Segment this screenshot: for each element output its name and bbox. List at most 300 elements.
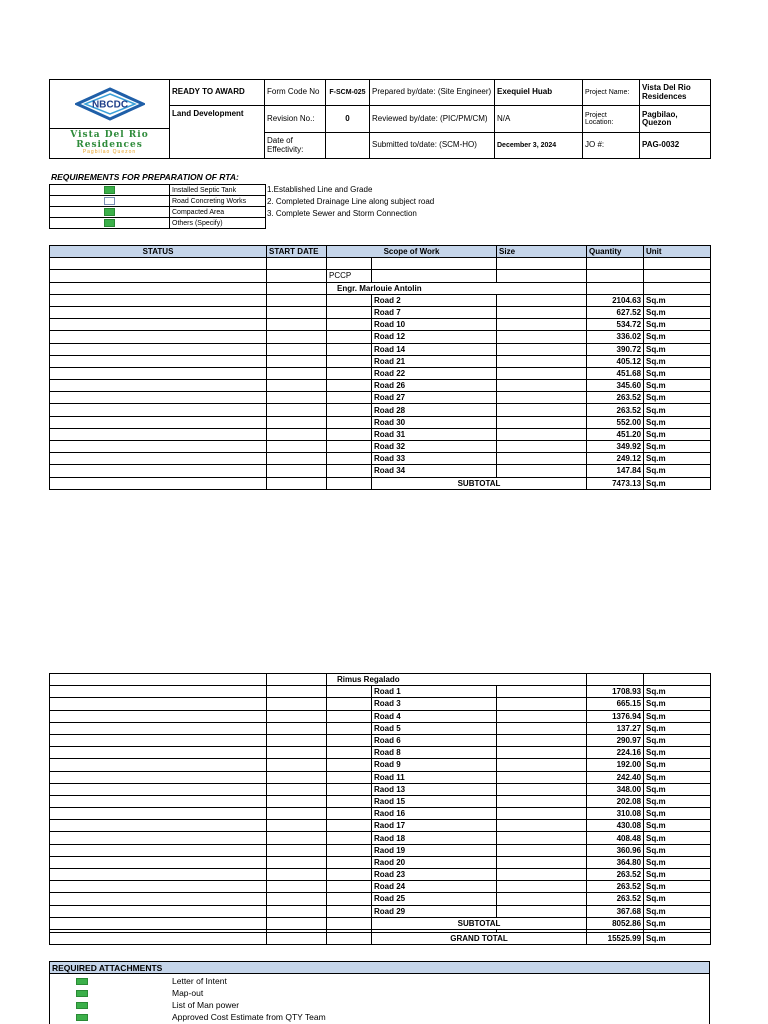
table-row — [50, 698, 711, 710]
blank-cell — [327, 771, 372, 783]
unit-value: Sq.m — [644, 734, 711, 746]
size-cell — [497, 319, 587, 331]
status-cell — [50, 710, 267, 722]
road-name: Raod 15 — [372, 795, 497, 807]
table-row — [50, 869, 711, 881]
size-cell — [497, 893, 587, 905]
reviewed-value: N/A — [495, 106, 583, 133]
quantity-value: 263.52 — [587, 404, 644, 416]
road-name: Raod 18 — [372, 832, 497, 844]
road-name: Road 12 — [372, 331, 497, 343]
unit-value: Sq.m — [644, 869, 711, 881]
attachment-label: Approved Cost Estimate from QTY Team — [172, 1012, 326, 1022]
quantity-value: 137.27 — [587, 722, 644, 734]
attachments-list — [49, 974, 710, 1024]
unit-value: Sq.m — [644, 343, 711, 355]
status-cell — [50, 331, 267, 343]
road-name: Road 30 — [372, 416, 497, 428]
checkbox-checked-icon[interactable] — [76, 990, 88, 997]
road-name: Road 11 — [372, 771, 497, 783]
unit-value: Sq.m — [644, 856, 711, 868]
start-date-cell — [267, 428, 327, 440]
subtotal-unit: Sq.m — [644, 917, 711, 929]
category-text: Land Development — [170, 106, 265, 159]
quantity-value: 249.12 — [587, 453, 644, 465]
requirement-notes — [267, 184, 434, 220]
blank-cell — [327, 294, 372, 306]
size-cell — [497, 795, 587, 807]
requirement-label: Compacted Area — [170, 207, 266, 218]
unit-value: Sq.m — [644, 465, 711, 477]
blank-cell — [327, 453, 372, 465]
table-row — [50, 686, 711, 698]
size-cell — [497, 844, 587, 856]
work-type: PCCP — [327, 270, 372, 282]
size-cell — [497, 294, 587, 306]
status-cell — [50, 355, 267, 367]
start-date-cell — [267, 844, 327, 856]
status-cell — [50, 698, 267, 710]
status-cell — [50, 771, 267, 783]
scope-table-2 — [49, 673, 711, 945]
subtotal-label: SUBTOTAL — [372, 917, 587, 929]
status-cell — [50, 441, 267, 453]
grand-total-value: 15525.99 — [587, 932, 644, 944]
blank-cell — [327, 893, 372, 905]
submitted-value: December 3, 2024 — [495, 133, 583, 159]
checkbox-checked-icon[interactable] — [104, 219, 115, 227]
size-cell — [497, 465, 587, 477]
table-row — [50, 747, 711, 759]
size-cell — [497, 367, 587, 379]
table-row — [50, 294, 711, 306]
table-row — [50, 832, 711, 844]
start-date-cell — [267, 306, 327, 318]
quantity-value: 263.52 — [587, 392, 644, 404]
revision-label: Revision No.: — [265, 106, 326, 133]
road-name: Road 27 — [372, 392, 497, 404]
blank-cell — [327, 759, 372, 771]
size-cell — [497, 856, 587, 868]
road-name: Road 10 — [372, 319, 497, 331]
status-cell — [50, 294, 267, 306]
blank-cell — [327, 832, 372, 844]
attachment-label: List of Man power — [172, 1000, 240, 1010]
status-cell — [50, 367, 267, 379]
unit-value: Sq.m — [644, 820, 711, 832]
logo-line-1: Vista Del Rio — [70, 130, 149, 141]
table-row — [50, 820, 711, 832]
status-cell — [50, 306, 267, 318]
start-date-cell — [267, 465, 327, 477]
attachment-item — [76, 976, 227, 986]
table-row — [50, 258, 711, 270]
form-code-label: Form Code No — [265, 80, 326, 106]
checkbox-checked-icon[interactable] — [76, 1002, 88, 1009]
table-row — [50, 795, 711, 807]
size-cell — [497, 355, 587, 367]
submitted-label: Submitted to/date: (SCM-HO) — [370, 133, 495, 159]
blank-cell — [327, 319, 372, 331]
unit-value: Sq.m — [644, 905, 711, 917]
table-row — [50, 306, 711, 318]
blank-cell — [327, 392, 372, 404]
start-date-cell — [267, 783, 327, 795]
blank-cell — [327, 416, 372, 428]
road-name: Road 29 — [372, 905, 497, 917]
status-cell — [50, 759, 267, 771]
unit-value: Sq.m — [644, 710, 711, 722]
road-name: Raod 19 — [372, 844, 497, 856]
status-cell — [50, 893, 267, 905]
col-start-date: START DATE — [267, 246, 327, 258]
logo-line-2: Residences — [76, 139, 143, 150]
form-code-value: F-SCM-025 — [326, 80, 370, 106]
size-cell — [497, 869, 587, 881]
status-cell — [50, 747, 267, 759]
checkbox-checked-icon[interactable] — [76, 1014, 88, 1021]
start-date-cell — [267, 686, 327, 698]
table-row — [50, 808, 711, 820]
start-date-cell — [267, 343, 327, 355]
blank-cell — [327, 465, 372, 477]
effectivity-value — [326, 133, 370, 159]
unit-value: Sq.m — [644, 416, 711, 428]
status-cell — [50, 686, 267, 698]
size-cell — [497, 416, 587, 428]
project-name-value: Vista Del Rio Residences — [640, 80, 711, 106]
road-name: Road 3 — [372, 698, 497, 710]
unit-value: Sq.m — [644, 698, 711, 710]
table-row — [50, 380, 711, 392]
blank-cell — [327, 355, 372, 367]
blank-cell — [327, 844, 372, 856]
start-date-cell — [267, 294, 327, 306]
logo-cell — [50, 80, 170, 159]
start-date-cell — [267, 881, 327, 893]
size-cell — [497, 808, 587, 820]
road-name: Road 24 — [372, 881, 497, 893]
quantity-value: 147.84 — [587, 465, 644, 477]
status-cell — [50, 869, 267, 881]
start-date-cell — [267, 380, 327, 392]
road-name: Road 32 — [372, 441, 497, 453]
quantity-value: 345.60 — [587, 380, 644, 392]
subtotal-label: SUBTOTAL — [372, 477, 587, 489]
blank-cell — [327, 820, 372, 832]
start-date-cell — [267, 453, 327, 465]
table-row — [50, 453, 711, 465]
unit-value: Sq.m — [644, 747, 711, 759]
jo-label: JO #: — [583, 133, 640, 159]
quantity-value: 360.96 — [587, 844, 644, 856]
attachment-label: Letter of Intent — [172, 976, 227, 986]
quantity-value: 349.92 — [587, 441, 644, 453]
start-date-cell — [267, 734, 327, 746]
blank-cell — [327, 905, 372, 917]
start-date-cell — [267, 759, 327, 771]
unit-value: Sq.m — [644, 808, 711, 820]
start-date-cell — [267, 392, 327, 404]
blank-cell — [327, 808, 372, 820]
size-cell — [497, 832, 587, 844]
table-row — [50, 282, 711, 294]
unit-value: Sq.m — [644, 453, 711, 465]
size-cell — [497, 392, 587, 404]
project-name-label: Project Name: — [583, 80, 640, 106]
size-cell — [497, 306, 587, 318]
grand-total-unit: Sq.m — [644, 932, 711, 944]
unit-value: Sq.m — [644, 795, 711, 807]
road-name: Road 34 — [372, 465, 497, 477]
blank-cell — [327, 441, 372, 453]
start-date-cell — [267, 441, 327, 453]
size-cell — [497, 441, 587, 453]
start-date-cell — [267, 710, 327, 722]
requirement-row — [50, 196, 266, 207]
start-date-cell — [267, 832, 327, 844]
table-row — [50, 905, 711, 917]
unit-value: Sq.m — [644, 893, 711, 905]
road-name: Raod 20 — [372, 856, 497, 868]
blank-cell — [327, 869, 372, 881]
start-date-cell — [267, 747, 327, 759]
size-cell — [497, 783, 587, 795]
road-name: Road 25 — [372, 893, 497, 905]
unit-value: Sq.m — [644, 759, 711, 771]
unit-value: Sq.m — [644, 783, 711, 795]
col-unit: Unit — [644, 246, 711, 258]
table-row — [50, 844, 711, 856]
status-cell — [50, 795, 267, 807]
road-name: Road 14 — [372, 343, 497, 355]
attachment-item — [76, 1000, 239, 1010]
note-item: 2. Completed Drainage Line along subject road — [267, 197, 435, 206]
status-cell — [50, 808, 267, 820]
requirements-title: REQUIREMENTS FOR PREPARATION OF RTA: — [51, 172, 239, 182]
start-date-cell — [267, 856, 327, 868]
quantity-value: 192.00 — [587, 759, 644, 771]
requirement-label: Installed Septic Tank — [170, 185, 266, 196]
revision-value: 0 — [326, 106, 370, 133]
table-row — [50, 881, 711, 893]
project-location-value: Pagbilao, Quezon — [640, 106, 711, 133]
status-cell — [50, 404, 267, 416]
road-name: Road 33 — [372, 453, 497, 465]
requirement-label: Others (Specify) — [170, 218, 266, 229]
unit-value: Sq.m — [644, 771, 711, 783]
road-name: Road 9 — [372, 759, 497, 771]
table-header-row — [50, 246, 711, 258]
table-row — [50, 771, 711, 783]
start-date-cell — [267, 367, 327, 379]
quantity-value: 552.00 — [587, 416, 644, 428]
blank-cell — [327, 795, 372, 807]
table-row — [50, 404, 711, 416]
table-row — [50, 367, 711, 379]
quantity-value: 263.52 — [587, 881, 644, 893]
quantity-value: 534.72 — [587, 319, 644, 331]
attachment-item — [76, 1012, 326, 1022]
blank-cell — [327, 698, 372, 710]
status-cell — [50, 734, 267, 746]
unit-value: Sq.m — [644, 355, 711, 367]
quantity-value: 367.68 — [587, 905, 644, 917]
size-cell — [497, 404, 587, 416]
size-cell — [497, 343, 587, 355]
grand-total-label: GRAND TOTAL — [372, 932, 587, 944]
col-size: Size — [497, 246, 587, 258]
unit-value: Sq.m — [644, 832, 711, 844]
size-cell — [497, 710, 587, 722]
status-cell — [50, 428, 267, 440]
start-date-cell — [267, 319, 327, 331]
unit-value: Sq.m — [644, 428, 711, 440]
quantity-value: 2104.63 — [587, 294, 644, 306]
unit-value: Sq.m — [644, 844, 711, 856]
quantity-value: 408.48 — [587, 832, 644, 844]
status-cell — [50, 722, 267, 734]
road-name: Raod 17 — [372, 820, 497, 832]
quantity-value: 364.80 — [587, 856, 644, 868]
start-date-cell — [267, 893, 327, 905]
size-cell — [497, 759, 587, 771]
table-row — [50, 428, 711, 440]
quantity-value: 242.40 — [587, 771, 644, 783]
requirement-row — [50, 207, 266, 218]
status-cell — [50, 832, 267, 844]
attachments-title: REQUIRED ATTACHMENTS — [49, 961, 710, 974]
quantity-value: 627.52 — [587, 306, 644, 318]
blank-cell — [327, 404, 372, 416]
quantity-value: 451.68 — [587, 367, 644, 379]
scope-table-1 — [49, 245, 711, 490]
status-cell — [50, 453, 267, 465]
table-row — [50, 319, 711, 331]
road-name: Road 8 — [372, 747, 497, 759]
attachment-label: Map-out — [172, 988, 204, 998]
road-name: Road 1 — [372, 686, 497, 698]
table-row — [50, 734, 711, 746]
road-name: Road 7 — [372, 306, 497, 318]
road-name: Road 22 — [372, 367, 497, 379]
start-date-cell — [267, 355, 327, 367]
logo-tagline: Pagbilao Quezon — [82, 149, 137, 156]
table-row — [50, 710, 711, 722]
road-name: Road 2 — [372, 294, 497, 306]
quantity-value: 405.12 — [587, 355, 644, 367]
nbcdc-logo — [50, 80, 169, 128]
table-row — [50, 270, 711, 282]
unit-value: Sq.m — [644, 404, 711, 416]
table-row — [50, 355, 711, 367]
size-cell — [497, 453, 587, 465]
blank-cell — [327, 686, 372, 698]
start-date-cell — [267, 905, 327, 917]
unit-value: Sq.m — [644, 441, 711, 453]
quantity-value: 1708.93 — [587, 686, 644, 698]
status-cell — [50, 416, 267, 428]
blank-cell — [327, 343, 372, 355]
road-name: Road 28 — [372, 404, 497, 416]
road-name: Road 26 — [372, 380, 497, 392]
unit-value: Sq.m — [644, 380, 711, 392]
unit-value: Sq.m — [644, 392, 711, 404]
attachment-item — [76, 988, 203, 998]
blank-cell — [327, 331, 372, 343]
note-item: 3. Complete Sewer and Storm Connection — [267, 209, 417, 218]
table-row — [50, 343, 711, 355]
blank-cell — [327, 881, 372, 893]
size-cell — [497, 686, 587, 698]
size-cell — [497, 820, 587, 832]
status-cell — [50, 856, 267, 868]
status-cell — [50, 380, 267, 392]
checkbox-checked-icon[interactable] — [76, 978, 88, 985]
vista-del-rio-logo — [50, 128, 169, 158]
checkbox-empty-icon[interactable] — [104, 197, 115, 205]
checkbox-checked-icon[interactable] — [104, 186, 115, 194]
table-row — [50, 759, 711, 771]
start-date-cell — [267, 331, 327, 343]
unit-value: Sq.m — [644, 306, 711, 318]
size-cell — [497, 881, 587, 893]
jo-value: PAG-0032 — [640, 133, 711, 159]
status-cell — [50, 881, 267, 893]
col-status: STATUS — [50, 246, 267, 258]
size-cell — [497, 428, 587, 440]
blank-cell — [327, 306, 372, 318]
requirement-row — [50, 218, 266, 229]
size-cell — [497, 698, 587, 710]
quantity-value: 202.08 — [587, 795, 644, 807]
size-cell — [497, 380, 587, 392]
size-cell — [497, 747, 587, 759]
status-cell — [50, 783, 267, 795]
start-date-cell — [267, 404, 327, 416]
subtotal-row — [50, 477, 711, 489]
quantity-value: 290.97 — [587, 734, 644, 746]
quantity-value: 430.08 — [587, 820, 644, 832]
start-date-cell — [267, 416, 327, 428]
start-date-cell — [267, 722, 327, 734]
status-cell — [50, 392, 267, 404]
requirement-row — [50, 185, 266, 196]
status-cell — [50, 465, 267, 477]
blank-cell — [327, 856, 372, 868]
blank-cell — [327, 710, 372, 722]
checkbox-checked-icon[interactable] — [104, 208, 115, 216]
quantity-value: 390.72 — [587, 343, 644, 355]
subtotal-value: 7473.13 — [587, 477, 644, 489]
status-cell — [50, 820, 267, 832]
reviewed-label: Reviewed by/date: (PIC/PM/CM) — [370, 106, 495, 133]
quantity-value: 348.00 — [587, 783, 644, 795]
quantity-value: 451.20 — [587, 428, 644, 440]
quantity-value: 1376.94 — [587, 710, 644, 722]
table-row — [50, 392, 711, 404]
prepared-value: Exequiel Huab — [495, 80, 583, 106]
form-header — [49, 79, 711, 159]
quantity-value: 263.52 — [587, 893, 644, 905]
table-row — [50, 331, 711, 343]
unit-value: Sq.m — [644, 331, 711, 343]
unit-value: Sq.m — [644, 686, 711, 698]
start-date-cell — [267, 820, 327, 832]
blank-cell — [327, 380, 372, 392]
table-row — [50, 441, 711, 453]
road-name: Road 6 — [372, 734, 497, 746]
